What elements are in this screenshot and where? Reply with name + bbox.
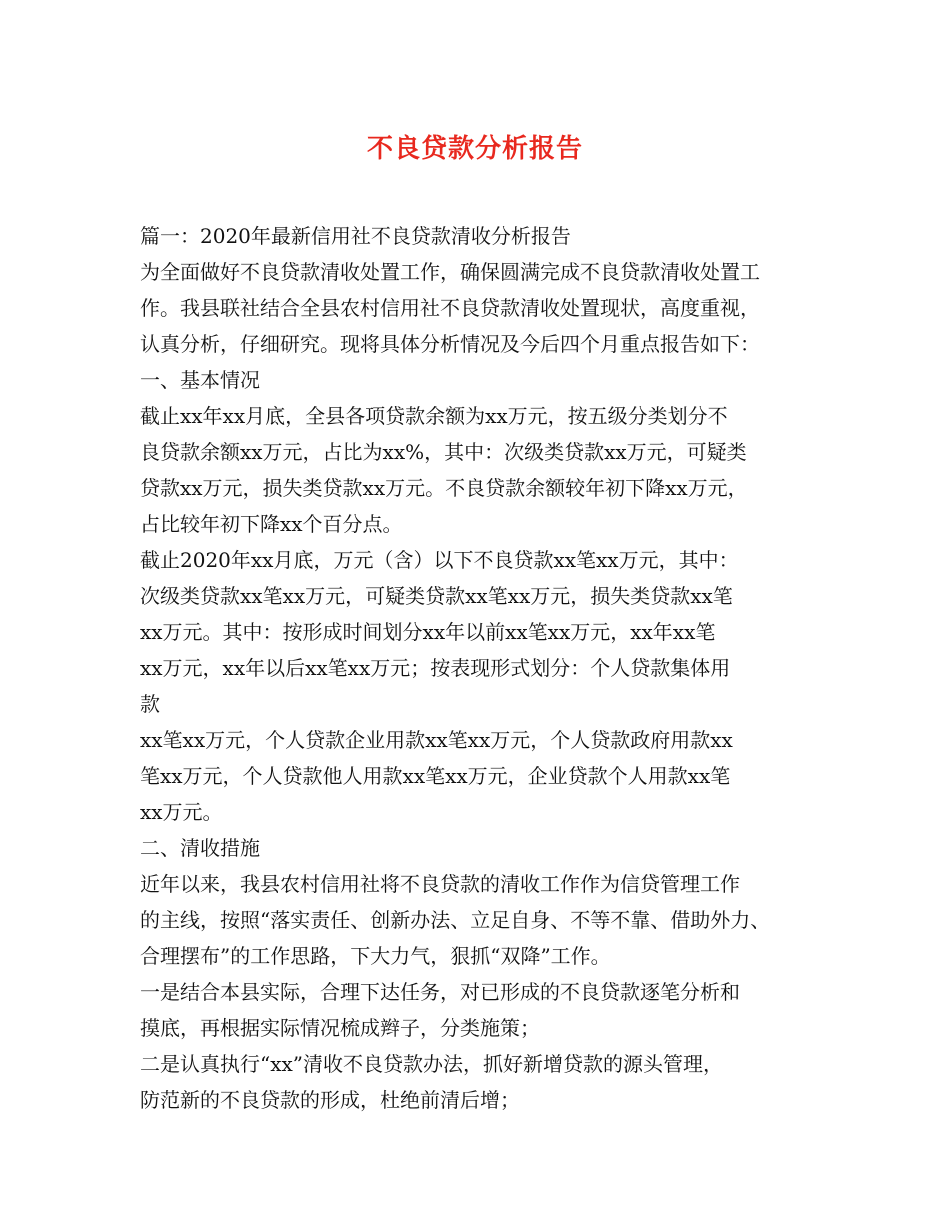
text-line: 截止xx年xx月底，全县各项贷款余额为xx万元，按五级分类划分不 <box>140 404 728 428</box>
text-line: 防范新的不良贷款的形成，杜绝前清后增； <box>140 1088 520 1112</box>
text-line: xx笔xx万元，个人贷款企业用款xx笔xx万元，个人贷款政府用款xx <box>140 728 733 752</box>
text-line: 作。我县联社结合全县农村信用社不良贷款清收处置现状，高度重视， <box>140 296 760 320</box>
text-line: 近年以来，我县农村信用社将不良贷款的清收工作作为信贷管理工作 <box>140 872 740 896</box>
text-line: 为全面做好不良贷款清收处置工作，确保圆满完成不良贷款清收处置工 <box>140 260 760 284</box>
text-line: 认真分析，仔细研究。现将具体分析情况及今后四个月重点报告如下： <box>140 332 760 356</box>
text-line: 二是认真执行“xx”清收不良贷款办法，抓好新增贷款的源头管理， <box>140 1052 724 1076</box>
text-line: 次级类贷款xx笔xx万元，可疑类贷款xx笔xx万元，损失类贷款xx笔 <box>140 584 733 608</box>
text-line: 一是结合本县实际，合理下达任务，对已形成的不良贷款逐笔分析和 <box>140 980 740 1004</box>
section-heading: 一、基本情况 <box>140 368 260 392</box>
text-line: 的主线，按照“落实责任、创新办法、立足自身、不等不靠、借助外力、 <box>140 908 771 932</box>
text-line: 摸底，再根据实际情况梳成辫子，分类施策； <box>140 1016 540 1040</box>
text-line: 贷款xx万元，损失类贷款xx万元。不良贷款余额较年初下降xx万元， <box>140 476 748 500</box>
text-line: xx万元，xx年以后xx笔xx万元；按表现形式划分：个人贷款集体用 <box>140 656 731 680</box>
text-line: 笔xx万元，个人贷款他人用款xx笔xx万元，企业贷款个人用款xx笔 <box>140 764 731 788</box>
section-heading: 二、清收措施 <box>140 836 260 860</box>
text-line: 合理摆布”的工作思路，下大力气，狠抓“双降”工作。 <box>140 944 611 968</box>
text-line: 截止2020年xx月底，万元（含）以下不良贷款xx笔xx万元，其中： <box>140 548 739 572</box>
document-body <box>140 218 840 1118</box>
text-line: 良贷款余额xx万元，占比为xx%，其中：次级类贷款xx万元，可疑类 <box>140 440 747 464</box>
text-line: 款 <box>140 692 160 716</box>
text-line: 篇一：2020年最新信用社不良贷款清收分析报告 <box>140 224 571 248</box>
text-line: xx万元。 <box>140 800 223 824</box>
document-title: 不良贷款分析报告 <box>366 134 583 164</box>
text-line: xx万元。其中：按形成时间划分xx年以前xx笔xx万元，xx年xx笔 <box>140 620 716 644</box>
text-line: 占比较年初下降xx个百分点。 <box>140 512 403 536</box>
